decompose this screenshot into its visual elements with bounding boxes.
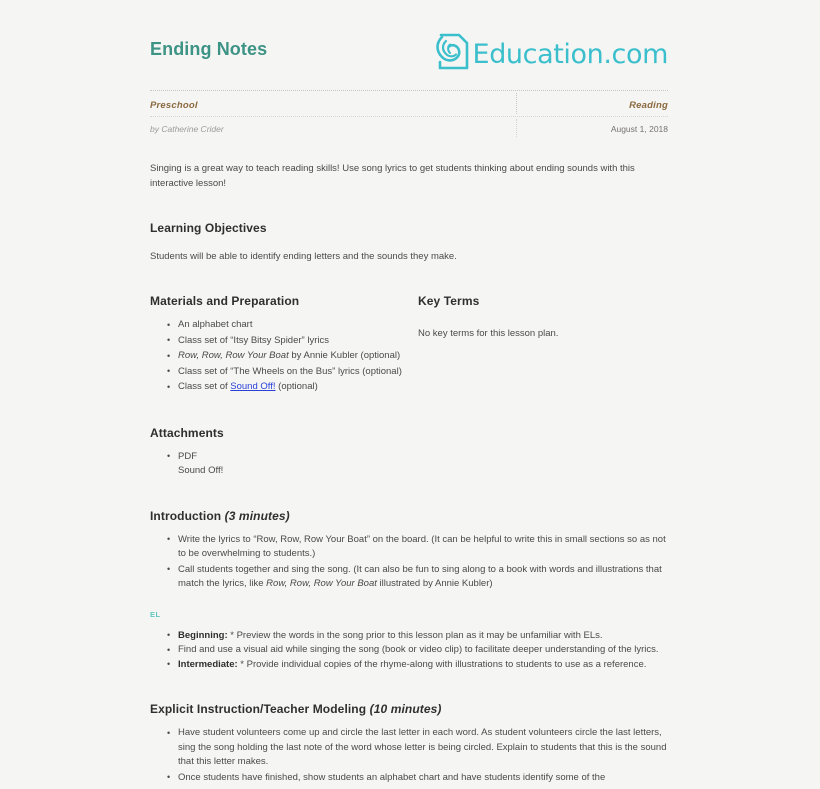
- brand-logo[interactable]: [429, 32, 668, 77]
- materials-keyterms-columns: [150, 264, 668, 396]
- metadata-subject-cell: [516, 95, 668, 113]
- material-text: Class set of “The Wheels on the Bus” lyrics (optional): [178, 365, 402, 377]
- section-heading-introduction: [150, 509, 668, 523]
- list-item: [178, 643, 668, 658]
- document-masthead: [150, 0, 668, 90]
- lesson-description: Singing is a great way to teach reading skills! Use song lyrics to get students thinking about ending sounds with this interactive lesson!: [150, 163, 635, 189]
- metadata-grade-cell: [150, 95, 516, 113]
- list-item: [178, 771, 668, 786]
- material-text: Class set of “Itsy Bitsy Spider” lyrics: [178, 334, 329, 346]
- material-text: by Annie Kubler (optional): [288, 350, 401, 361]
- list-item[interactable]: [178, 450, 668, 479]
- subject[interactable]: Reading: [629, 99, 668, 111]
- date-cell: [516, 119, 668, 137]
- list-item: [178, 334, 418, 349]
- introduction-book-title-italic: Row, Row, Row Your Boat: [266, 578, 377, 589]
- introduction-step-text: Write the lyrics to “Row, Row, Row Your Boat” on the board. (It can be helpful to write this in small sections so as not to be overwhelming to students.): [178, 533, 666, 559]
- section-heading-explicit-instruction: [150, 702, 668, 716]
- introduction-heading-text: Introduction: [150, 508, 222, 523]
- el-level-label: Beginning:: [178, 629, 228, 641]
- material-title-italic: Row, Row, Row Your Boat: [178, 350, 289, 361]
- byline-cell: [150, 119, 516, 137]
- el-support-text: * Preview the words in the song prior to this lesson plan as it may be unfamiliar with ELs.: [227, 629, 603, 641]
- metadata-row: [150, 91, 668, 116]
- list-item: [178, 658, 668, 673]
- list-item: [178, 629, 668, 644]
- section-heading-learning-objectives: Learning Objectives: [150, 221, 267, 235]
- byline-row: [150, 117, 668, 139]
- explicit-instruction-heading-text: Explicit Instruction/Teacher Modeling: [150, 702, 367, 716]
- page-title: Ending Notes: [150, 39, 268, 59]
- materials-column: [150, 264, 418, 396]
- grade-level[interactable]: Preschool: [150, 99, 198, 111]
- learning-objectives-body: Students will be able to identify ending letters and the sounds they make.: [150, 251, 457, 262]
- list-item: [178, 380, 418, 395]
- introduction-list: [150, 533, 668, 592]
- explicit-instruction-list: [150, 726, 668, 785]
- section-heading-materials: Materials and Preparation: [150, 294, 300, 308]
- sound-off-link[interactable]: Sound Off!: [230, 381, 276, 392]
- list-item: [178, 533, 668, 562]
- introduction-step-text: Call students together and sing the song. (It can also be fun to sing along to a book with words and illustrations that match the lyrics, like: [178, 563, 662, 589]
- list-item: [178, 365, 418, 380]
- introduction-step-text: illustrated by Annie Kubler): [376, 578, 493, 589]
- key-terms-body: No key terms for this lesson plan.: [418, 328, 559, 339]
- explicit-instruction-step-text: Have student volunteers come up and circle the last letter in each word. As student volunteers circle the last letters, sing the song holding the last note of the word whose letter is being circled. Explain to students that this is the sound that this letter makes.: [178, 727, 667, 767]
- el-level-label: Intermediate:: [178, 658, 238, 670]
- attachment-type: PDF: [178, 450, 197, 462]
- key-terms-column: [418, 264, 668, 396]
- explicit-instruction-step-text: Once students have finished, show students an alphabet chart and have students identify some of the: [178, 771, 606, 783]
- section-heading-key-terms: Key Terms: [418, 294, 480, 308]
- list-item: [178, 563, 668, 592]
- material-text: (optional): [275, 381, 318, 392]
- material-text: An alphabet chart: [178, 319, 253, 330]
- pencil-page-logo-icon: [429, 32, 471, 77]
- author-byline[interactable]: by Catherine Crider: [150, 124, 224, 134]
- el-support-tag: EL: [150, 609, 161, 619]
- introduction-duration: (3 minutes): [224, 508, 290, 523]
- publish-date: August 1, 2018: [610, 124, 668, 134]
- section-heading-attachments: Attachments: [150, 425, 224, 440]
- brand-name: Education.com: [472, 38, 668, 70]
- list-item: [178, 318, 418, 333]
- document-sheet: [150, 0, 668, 789]
- el-support-text: Find and use a visual aid while singing the song (book or video clip) to facilitate deeper understanding of the lyrics.: [178, 644, 659, 655]
- material-text: Class set of: [178, 381, 231, 392]
- el-support-text: * Provide individual copies of the rhyme-along with illustrations to students to use as a reference.: [237, 658, 647, 670]
- attachment-name[interactable]: Sound Off!: [178, 465, 224, 476]
- attachments-list: [150, 450, 668, 479]
- explicit-instruction-duration: (10 minutes): [369, 702, 442, 716]
- list-item: [178, 726, 668, 770]
- materials-list: [150, 318, 418, 395]
- list-item: [178, 349, 418, 364]
- el-support-list: [150, 629, 668, 673]
